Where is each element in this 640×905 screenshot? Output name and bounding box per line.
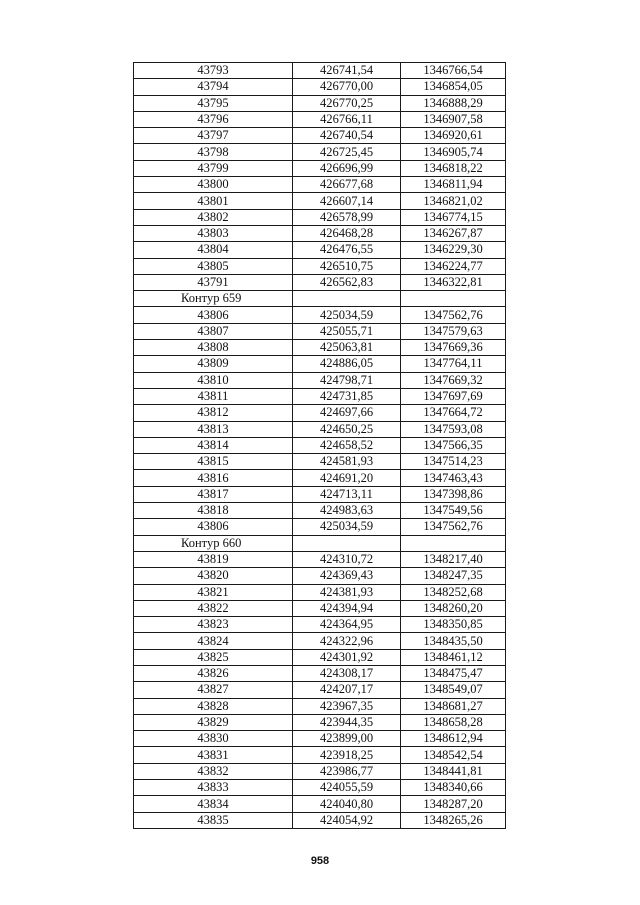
point-id-cell: 43832 <box>134 763 293 779</box>
point-id-cell: 43825 <box>134 649 293 665</box>
y-coordinate-cell: 1346229,30 <box>401 242 506 258</box>
y-coordinate-cell: 1348260,20 <box>401 600 506 616</box>
table-row <box>134 356 506 372</box>
table-row <box>134 193 506 209</box>
point-id-cell: 43833 <box>134 780 293 796</box>
x-coordinate-cell: 423918,25 <box>293 747 401 763</box>
point-id-cell: 43806 <box>134 307 293 323</box>
y-coordinate-cell: 1347669,36 <box>401 340 506 356</box>
table-row <box>134 177 506 193</box>
point-id-cell: 43817 <box>134 486 293 502</box>
point-id-cell: 43813 <box>134 421 293 437</box>
x-coordinate-cell: 424381,93 <box>293 584 401 600</box>
x-coordinate-cell: 424310,72 <box>293 551 401 567</box>
table-row <box>134 242 506 258</box>
x-coordinate-cell: 426696,99 <box>293 160 401 176</box>
table-row <box>134 160 506 176</box>
y-coordinate-cell: 1347764,11 <box>401 356 506 372</box>
page-number: 958 <box>310 855 330 867</box>
table-row <box>134 649 506 665</box>
table-row <box>134 796 506 812</box>
table-row <box>134 388 506 404</box>
table-row <box>134 551 506 567</box>
point-id-cell: 43801 <box>134 193 293 209</box>
empty-cell <box>293 291 401 307</box>
table-row <box>134 421 506 437</box>
y-coordinate-cell: 1346905,74 <box>401 144 506 160</box>
table-row <box>134 225 506 241</box>
x-coordinate-cell: 425055,71 <box>293 323 401 339</box>
point-id-cell: 43804 <box>134 242 293 258</box>
y-coordinate-cell: 1348247,35 <box>401 568 506 584</box>
y-coordinate-cell: 1347463,43 <box>401 470 506 486</box>
point-id-cell: 43821 <box>134 584 293 600</box>
x-coordinate-cell: 426562,83 <box>293 274 401 290</box>
table-row <box>134 584 506 600</box>
table-row <box>134 209 506 225</box>
y-coordinate-cell: 1346821,02 <box>401 193 506 209</box>
y-coordinate-cell: 1347398,86 <box>401 486 506 502</box>
point-id-cell: 43795 <box>134 95 293 111</box>
table-row <box>134 437 506 453</box>
table-row <box>134 372 506 388</box>
table-row <box>134 340 506 356</box>
y-coordinate-cell: 1347566,35 <box>401 437 506 453</box>
table-row <box>134 63 506 79</box>
table-row <box>134 258 506 274</box>
x-coordinate-cell: 424055,59 <box>293 780 401 796</box>
contour-header-row <box>134 291 506 307</box>
point-id-cell: 43799 <box>134 160 293 176</box>
x-coordinate-cell: 424731,85 <box>293 388 401 404</box>
table-row <box>134 111 506 127</box>
point-id-cell: 43826 <box>134 665 293 681</box>
point-id-cell: 43807 <box>134 323 293 339</box>
x-coordinate-cell: 423967,35 <box>293 698 401 714</box>
table-row <box>134 731 506 747</box>
table-row <box>134 763 506 779</box>
point-id-cell: 43822 <box>134 600 293 616</box>
y-coordinate-cell: 1348252,68 <box>401 584 506 600</box>
table-row <box>134 454 506 470</box>
y-coordinate-cell: 1348549,07 <box>401 682 506 698</box>
x-coordinate-cell: 423944,35 <box>293 714 401 730</box>
y-coordinate-cell: 1348265,26 <box>401 812 506 828</box>
point-id-cell: 43820 <box>134 568 293 584</box>
y-coordinate-cell: 1346774,15 <box>401 209 506 225</box>
x-coordinate-cell: 426741,54 <box>293 63 401 79</box>
x-coordinate-cell: 424040,80 <box>293 796 401 812</box>
table-row <box>134 747 506 763</box>
table-row <box>134 812 506 828</box>
point-id-cell: 43823 <box>134 617 293 633</box>
table-row <box>134 470 506 486</box>
point-id-cell: 43797 <box>134 128 293 144</box>
point-id-cell: 43815 <box>134 454 293 470</box>
x-coordinate-cell: 425034,59 <box>293 519 401 535</box>
table-row <box>134 665 506 681</box>
x-coordinate-cell: 426677,68 <box>293 177 401 193</box>
x-coordinate-cell: 424658,52 <box>293 437 401 453</box>
point-id-cell: 43806 <box>134 519 293 535</box>
y-coordinate-cell: 1346818,22 <box>401 160 506 176</box>
point-id-cell: 43808 <box>134 340 293 356</box>
point-id-cell: 43835 <box>134 812 293 828</box>
x-coordinate-cell: 423899,00 <box>293 731 401 747</box>
point-id-cell: 43829 <box>134 714 293 730</box>
point-id-cell: 43818 <box>134 503 293 519</box>
y-coordinate-cell: 1347514,23 <box>401 454 506 470</box>
coordinates-table-body <box>134 63 506 829</box>
table-row <box>134 568 506 584</box>
contour-label-cell: Контур 659 <box>134 291 293 307</box>
y-coordinate-cell: 1348435,50 <box>401 633 506 649</box>
point-id-cell: 43798 <box>134 144 293 160</box>
point-id-cell: 43809 <box>134 356 293 372</box>
x-coordinate-cell: 426770,25 <box>293 95 401 111</box>
y-coordinate-cell: 1347697,69 <box>401 388 506 404</box>
point-id-cell: 43816 <box>134 470 293 486</box>
table-row <box>134 144 506 160</box>
point-id-cell: 43834 <box>134 796 293 812</box>
y-coordinate-cell: 1347664,72 <box>401 405 506 421</box>
x-coordinate-cell: 426740,54 <box>293 128 401 144</box>
table-row <box>134 128 506 144</box>
table-row <box>134 714 506 730</box>
x-coordinate-cell: 426607,14 <box>293 193 401 209</box>
x-coordinate-cell: 426510,75 <box>293 258 401 274</box>
table-row <box>134 633 506 649</box>
x-coordinate-cell: 426578,99 <box>293 209 401 225</box>
table-row <box>134 307 506 323</box>
x-coordinate-cell: 425034,59 <box>293 307 401 323</box>
y-coordinate-cell: 1348658,28 <box>401 714 506 730</box>
table-row <box>134 486 506 502</box>
table-row <box>134 95 506 111</box>
y-coordinate-cell: 1346224,77 <box>401 258 506 274</box>
x-coordinate-cell: 424364,95 <box>293 617 401 633</box>
x-coordinate-cell: 424713,11 <box>293 486 401 502</box>
y-coordinate-cell: 1347562,76 <box>401 307 506 323</box>
x-coordinate-cell: 425063,81 <box>293 340 401 356</box>
y-coordinate-cell: 1346322,81 <box>401 274 506 290</box>
point-id-cell: 43791 <box>134 274 293 290</box>
y-coordinate-cell: 1348217,40 <box>401 551 506 567</box>
point-id-cell: 43814 <box>134 437 293 453</box>
y-coordinate-cell: 1348475,47 <box>401 665 506 681</box>
x-coordinate-cell: 426725,45 <box>293 144 401 160</box>
x-coordinate-cell: 424983,63 <box>293 503 401 519</box>
y-coordinate-cell: 1348681,27 <box>401 698 506 714</box>
table-row <box>134 617 506 633</box>
y-coordinate-cell: 1346854,05 <box>401 79 506 95</box>
y-coordinate-cell: 1348461,12 <box>401 649 506 665</box>
y-coordinate-cell: 1346888,29 <box>401 95 506 111</box>
y-coordinate-cell: 1348612,94 <box>401 731 506 747</box>
coordinates-table <box>133 62 506 829</box>
point-id-cell: 43831 <box>134 747 293 763</box>
x-coordinate-cell: 424886,05 <box>293 356 401 372</box>
table-row <box>134 323 506 339</box>
y-coordinate-cell: 1348441,81 <box>401 763 506 779</box>
empty-cell <box>293 535 401 551</box>
empty-cell <box>401 291 506 307</box>
point-id-cell: 43830 <box>134 731 293 747</box>
point-id-cell: 43802 <box>134 209 293 225</box>
point-id-cell: 43811 <box>134 388 293 404</box>
contour-header-row <box>134 535 506 551</box>
x-coordinate-cell: 424322,96 <box>293 633 401 649</box>
x-coordinate-cell: 424581,93 <box>293 454 401 470</box>
point-id-cell: 43824 <box>134 633 293 649</box>
y-coordinate-cell: 1348340,66 <box>401 780 506 796</box>
point-id-cell: 43810 <box>134 372 293 388</box>
y-coordinate-cell: 1346920,61 <box>401 128 506 144</box>
table-row <box>134 519 506 535</box>
table-row <box>134 503 506 519</box>
table-row <box>134 780 506 796</box>
table-row <box>134 274 506 290</box>
point-id-cell: 43796 <box>134 111 293 127</box>
point-id-cell: 43793 <box>134 63 293 79</box>
x-coordinate-cell: 424697,66 <box>293 405 401 421</box>
x-coordinate-cell: 424394,94 <box>293 600 401 616</box>
contour-label-cell: Контур 660 <box>134 535 293 551</box>
y-coordinate-cell: 1348542,54 <box>401 747 506 763</box>
y-coordinate-cell: 1348350,85 <box>401 617 506 633</box>
point-id-cell: 43827 <box>134 682 293 698</box>
point-id-cell: 43819 <box>134 551 293 567</box>
y-coordinate-cell: 1347549,56 <box>401 503 506 519</box>
x-coordinate-cell: 424308,17 <box>293 665 401 681</box>
x-coordinate-cell: 426476,55 <box>293 242 401 258</box>
x-coordinate-cell: 424650,25 <box>293 421 401 437</box>
point-id-cell: 43812 <box>134 405 293 421</box>
y-coordinate-cell: 1347579,63 <box>401 323 506 339</box>
y-coordinate-cell: 1347669,32 <box>401 372 506 388</box>
point-id-cell: 43800 <box>134 177 293 193</box>
point-id-cell: 43828 <box>134 698 293 714</box>
x-coordinate-cell: 423986,77 <box>293 763 401 779</box>
x-coordinate-cell: 424301,92 <box>293 649 401 665</box>
x-coordinate-cell: 424369,43 <box>293 568 401 584</box>
table-row <box>134 405 506 421</box>
point-id-cell: 43803 <box>134 225 293 241</box>
y-coordinate-cell: 1346267,87 <box>401 225 506 241</box>
y-coordinate-cell: 1346811,94 <box>401 177 506 193</box>
empty-cell <box>401 535 506 551</box>
x-coordinate-cell: 424798,71 <box>293 372 401 388</box>
table-row <box>134 79 506 95</box>
x-coordinate-cell: 426770,00 <box>293 79 401 95</box>
point-id-cell: 43794 <box>134 79 293 95</box>
y-coordinate-cell: 1346907,58 <box>401 111 506 127</box>
y-coordinate-cell: 1346766,54 <box>401 63 506 79</box>
y-coordinate-cell: 1348287,20 <box>401 796 506 812</box>
y-coordinate-cell: 1347562,76 <box>401 519 506 535</box>
x-coordinate-cell: 424691,20 <box>293 470 401 486</box>
table-row <box>134 600 506 616</box>
y-coordinate-cell: 1347593,08 <box>401 421 506 437</box>
x-coordinate-cell: 424207,17 <box>293 682 401 698</box>
x-coordinate-cell: 426468,28 <box>293 225 401 241</box>
table-row <box>134 682 506 698</box>
table-row <box>134 698 506 714</box>
point-id-cell: 43805 <box>134 258 293 274</box>
x-coordinate-cell: 424054,92 <box>293 812 401 828</box>
x-coordinate-cell: 426766,11 <box>293 111 401 127</box>
